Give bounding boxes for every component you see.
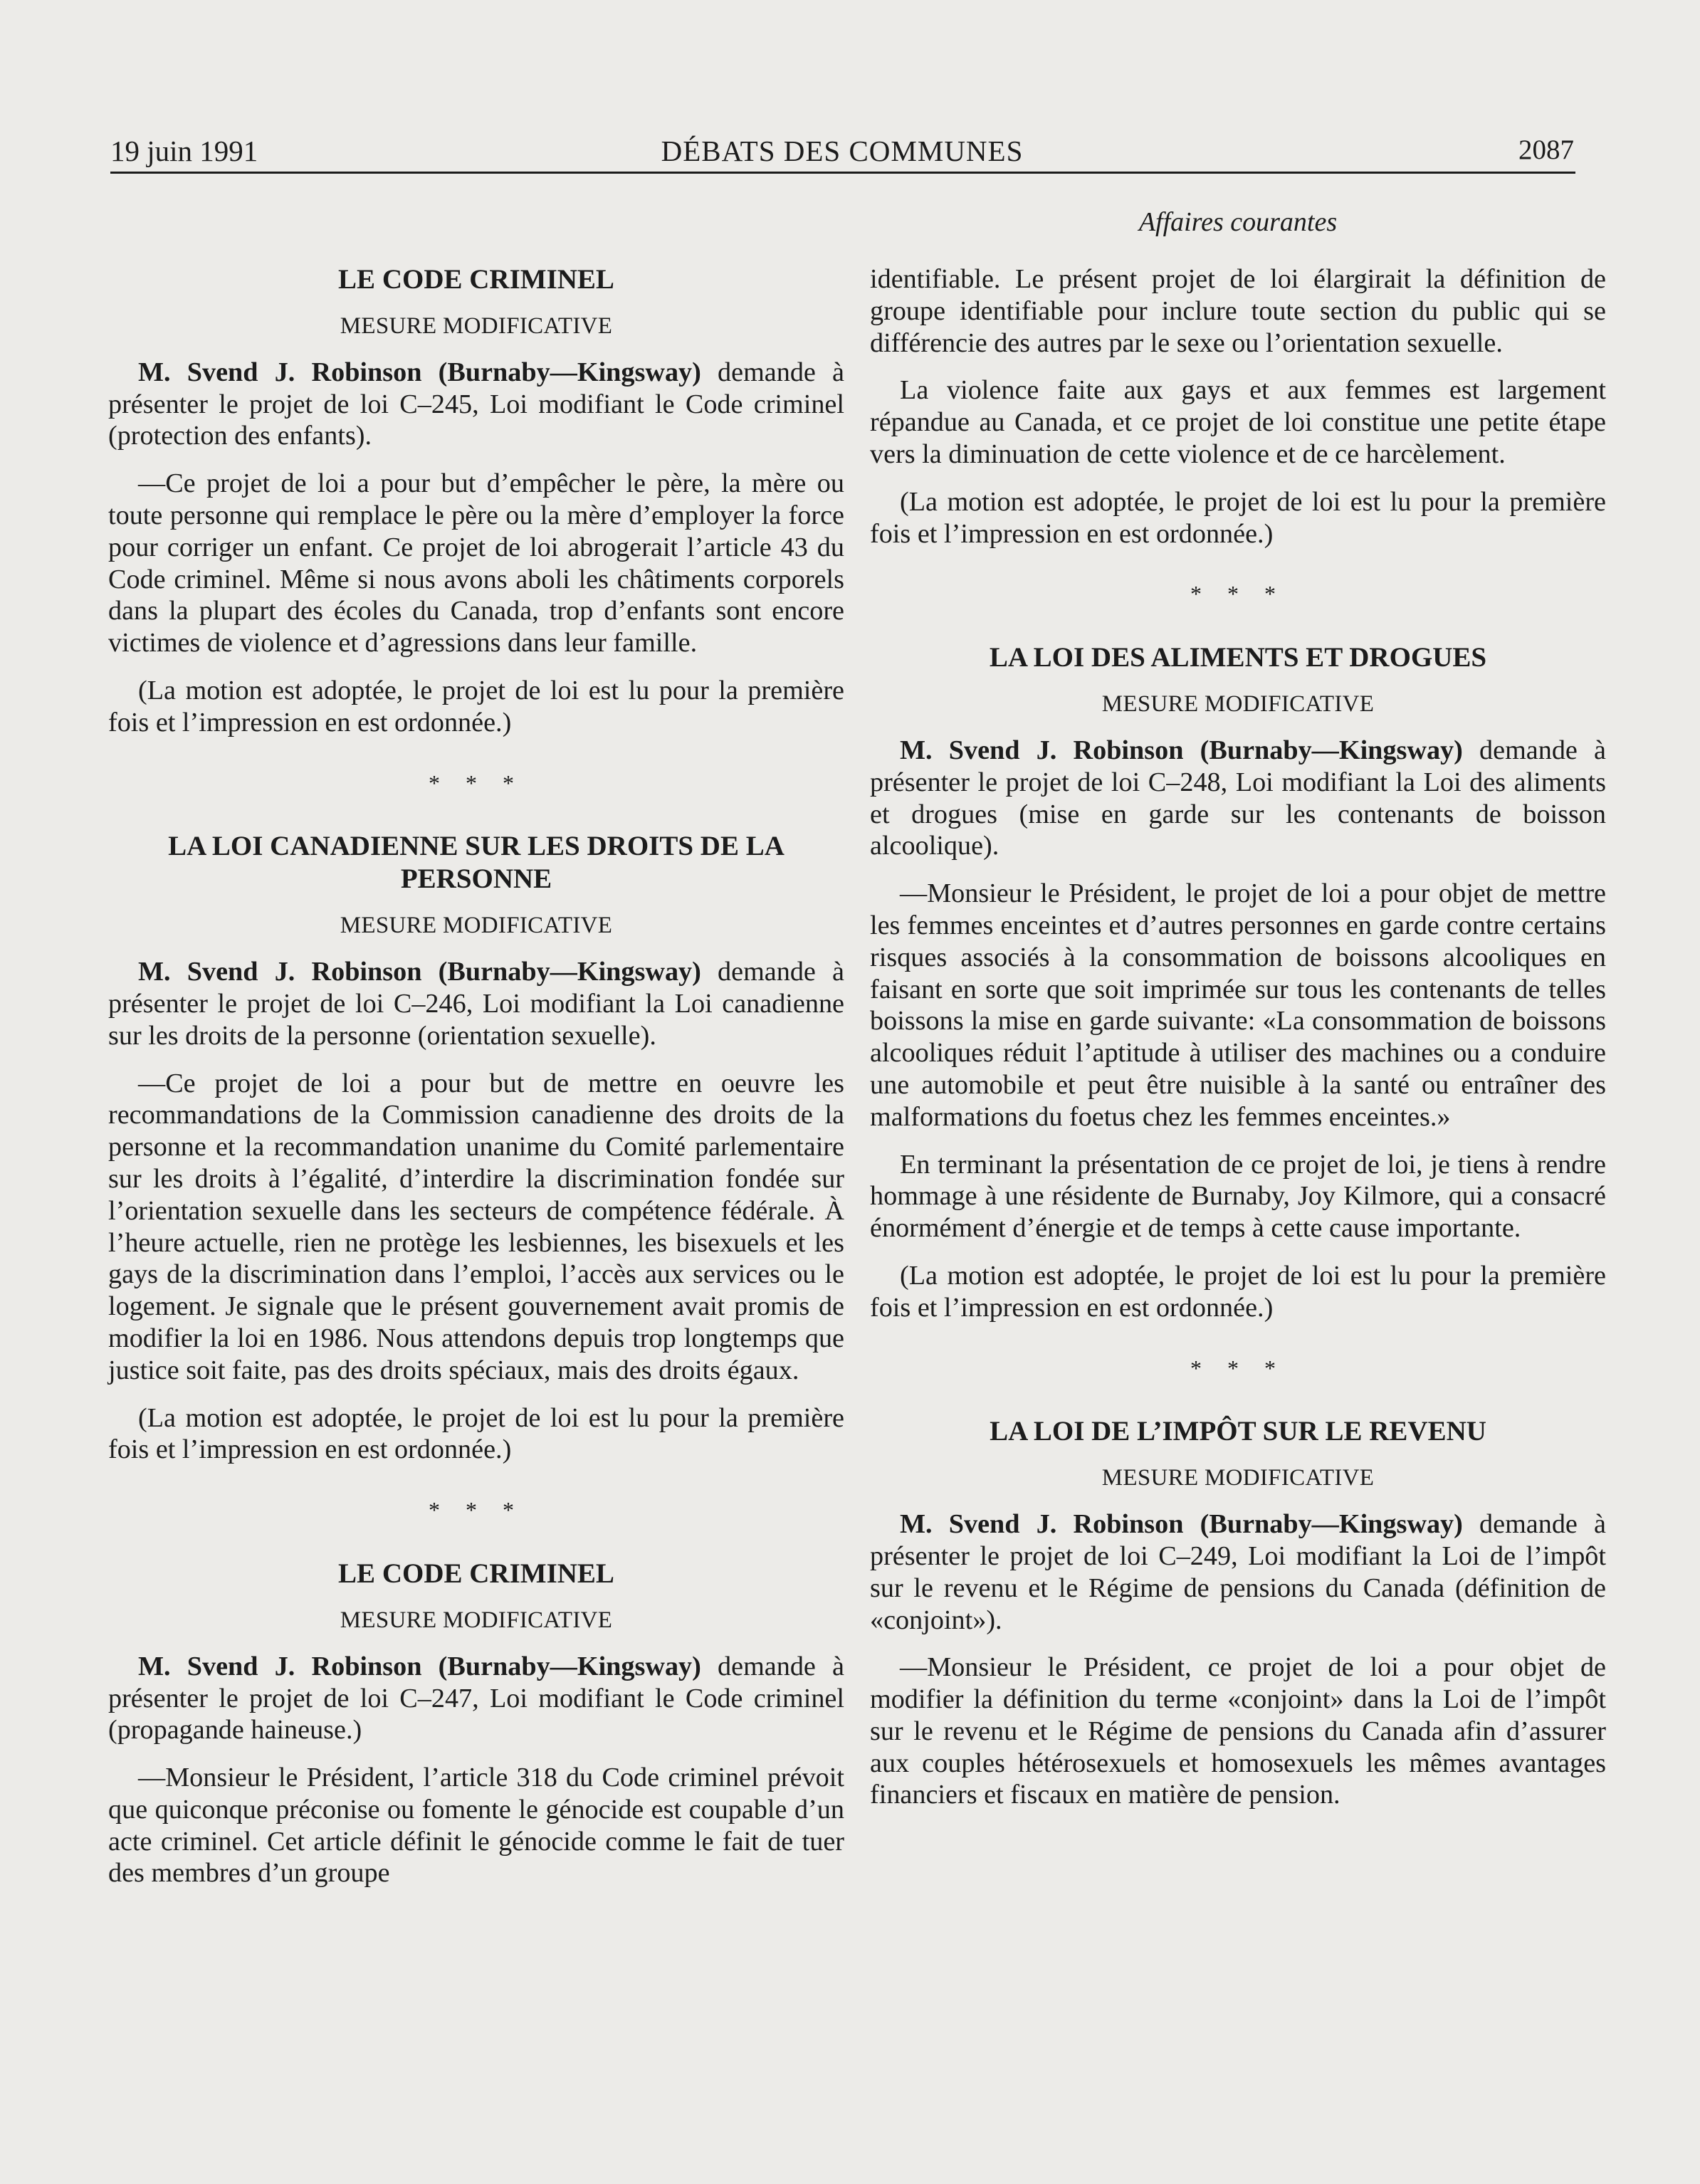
paragraph: identifiable. Le présent projet de loi élargirait la définition de groupe identifiable pour inclure toute section du public qui se différencie des autres par le sexe ou l’orientation sexuelle.	[870, 264, 1606, 358]
paragraph: La violence faite aux gays et aux femmes est largement répandue au Canada, et ce projet de loi constitue une petite étape vers la diminuation de cette violence et de ce harcèlement.	[870, 375, 1606, 469]
paragraph	[108, 357, 844, 452]
section-title: LE CODE CRIMINEL	[338, 264, 614, 295]
paragraph-text: demande à présenter le projet de loi C–246, Loi modifiant la Loi canadienne sur les droits de la personne (orientation sexuelle).	[108, 957, 844, 1051]
paragraph: (La motion est adoptée, le projet de loi est lu pour la première fois et l’impression en est ordonnée.)	[108, 675, 844, 737]
section-subtitle: MESURE MODIFICATIVE	[340, 913, 613, 939]
section-separator: * * *	[429, 770, 524, 796]
section-subtitle: MESURE MODIFICATIVE	[1101, 1465, 1375, 1491]
header-rule	[110, 172, 1575, 174]
speaker-name: M. Svend J. Robinson (Burnaby—Kingsway)	[138, 957, 701, 987]
speaker-name: M. Svend J. Robinson (Burnaby—Kingsway)	[900, 1509, 1463, 1540]
paragraph: —Monsieur le Président, ce projet de loi a pour objet de modifier la définition du terme «conjoint» dans la Loi de l’impôt sur le revenu et le Régime de pensions du Canada afin d’assurer aux couples hétérosexuels et homosexuels les mêmes avantages financiers et fiscaux en matière de pension.	[870, 1652, 1606, 1810]
section-title: LA LOI CANADIENNE SUR LES DROITS DE LA PERSONNE	[168, 831, 785, 895]
section-title: LE CODE CRIMINEL	[338, 1558, 614, 1589]
speaker-name: M. Svend J. Robinson (Burnaby—Kingsway)	[138, 1651, 701, 1681]
paragraph	[108, 1651, 844, 1746]
section-separator: * * *	[1190, 581, 1286, 607]
section-separator: * * *	[1190, 1355, 1286, 1381]
section-subtitle: MESURE MODIFICATIVE	[340, 313, 613, 339]
paragraph: (La motion est adoptée, le projet de loi est lu pour la première fois et l’impression en est ordonnée.)	[870, 486, 1606, 549]
paragraph: —Ce projet de loi a pour but de mettre en oeuvre les recommandations de la Commission canadienne des droits de la personne et la recommandation unanime du Comité parlementaire sur les droits à l’égalité, d’interdire la discrimination fondée sur l’orientation sexuelle dans les secteurs de compétence fédérale. À l’heure actuelle, rien ne protège les lesbiennes, les bisexuels et les gays de la discrimination dans l’emploi, l’accès aux services ou le logement. Je signale que le présent gouvernement avait promis de modifier la loi en 1986. Nous attendons depuis trop longtemps que justice soit faite, pas des droits spéciaux, mais des droits égaux.	[108, 1068, 844, 1385]
section-subtitle: MESURE MODIFICATIVE	[1101, 691, 1375, 718]
paragraph: En terminant la présentation de ce projet de loi, je tiens à rendre hommage à une résidente de Burnaby, Joy Kilmore, qui a consacré énormément d’énergie et de temps à cette cause importante.	[870, 1149, 1606, 1244]
paragraph: —Monsieur le Président, l’article 318 du Code criminel prévoit que quiconque préconise ou fomente le génocide est coupable d’un acte criminel. Cet article définit le génocide comme le fait de tuer des membres d’un groupe	[108, 1763, 844, 1889]
page-header	[110, 134, 1574, 174]
left-column	[108, 263, 844, 1889]
section-title: LA LOI DES ALIMENTS ET DROGUES	[989, 642, 1487, 673]
paragraph: (La motion est adoptée, le projet de loi est lu pour la première fois et l’impression en est ordonnée.)	[870, 1260, 1606, 1323]
page-number: 2087	[1518, 135, 1574, 165]
paragraph: —Monsieur le Président, le projet de loi a pour objet de mettre les femmes enceintes et d’autres personnes en garde contre certains risques associés à la consommation de boissons alcooliques en faisant en sorte que soit imprimée sur tous les contenants de telles boissons la mise en garde suivante: «La consommation de boissons alcooliques réduit l’aptitude à utiliser des machines ou a conduire une automobile et peut être nuisible à la santé ou entraîner des malformations du foetus chez les femmes enceintes.»	[870, 878, 1606, 1132]
paragraph-text: demande à présenter le projet de loi C–249, Loi modifiant la Loi de l’impôt sur le revenu et le Régime de pensions du Canada (définition de «conjoint»).	[870, 1509, 1606, 1635]
paragraph-text: demande à présenter le projet de loi C–245, Loi modifiant le Code criminel (protection des enfants).	[108, 357, 844, 451]
paragraph	[108, 956, 844, 1051]
paragraph	[870, 1508, 1606, 1636]
section-separator: * * *	[429, 1497, 524, 1523]
speaker-name: M. Svend J. Robinson (Burnaby—Kingsway)	[900, 735, 1463, 765]
paragraph: —Ce projet de loi a pour but d’empêcher le père, la mère ou toute personne qui remplace le père ou la mère d’employer la force pour corriger un enfant. Ce projet de loi abrogerait l’article 43 du Code criminel. Même si nous avons aboli les châtiments corporels dans la plupart des écoles du Canada, trop d’enfants sont encore victimes de violence et d’agressions dans leur famille.	[108, 468, 844, 658]
section-subtitle: MESURE MODIFICATIVE	[340, 1607, 613, 1633]
right-column	[870, 207, 1606, 1811]
header-title: DÉBATS DES COMMUNES	[661, 135, 1024, 167]
section-title: LA LOI DE L’IMPÔT SUR LE REVENU	[990, 1416, 1486, 1447]
paragraph	[870, 735, 1606, 862]
paragraph-text: demande à présenter le projet de loi C–247, Loi modifiant le Code criminel (propagande haineuse.)	[108, 1651, 844, 1745]
paragraph-text: demande à présenter le projet de loi C–248, Loi modifiant la Loi des aliments et drogues (mise en garde sur les contenants de boisson alcoolique).	[870, 735, 1606, 861]
speaker-name: M. Svend J. Robinson (Burnaby—Kingsway)	[138, 357, 701, 387]
paragraph: (La motion est adoptée, le projet de loi est lu pour la première fois et l’impression en est ordonnée.)	[108, 1402, 844, 1465]
header-date: 19 juin 1991	[110, 135, 258, 167]
running-head: Affaires courantes	[1138, 207, 1338, 237]
